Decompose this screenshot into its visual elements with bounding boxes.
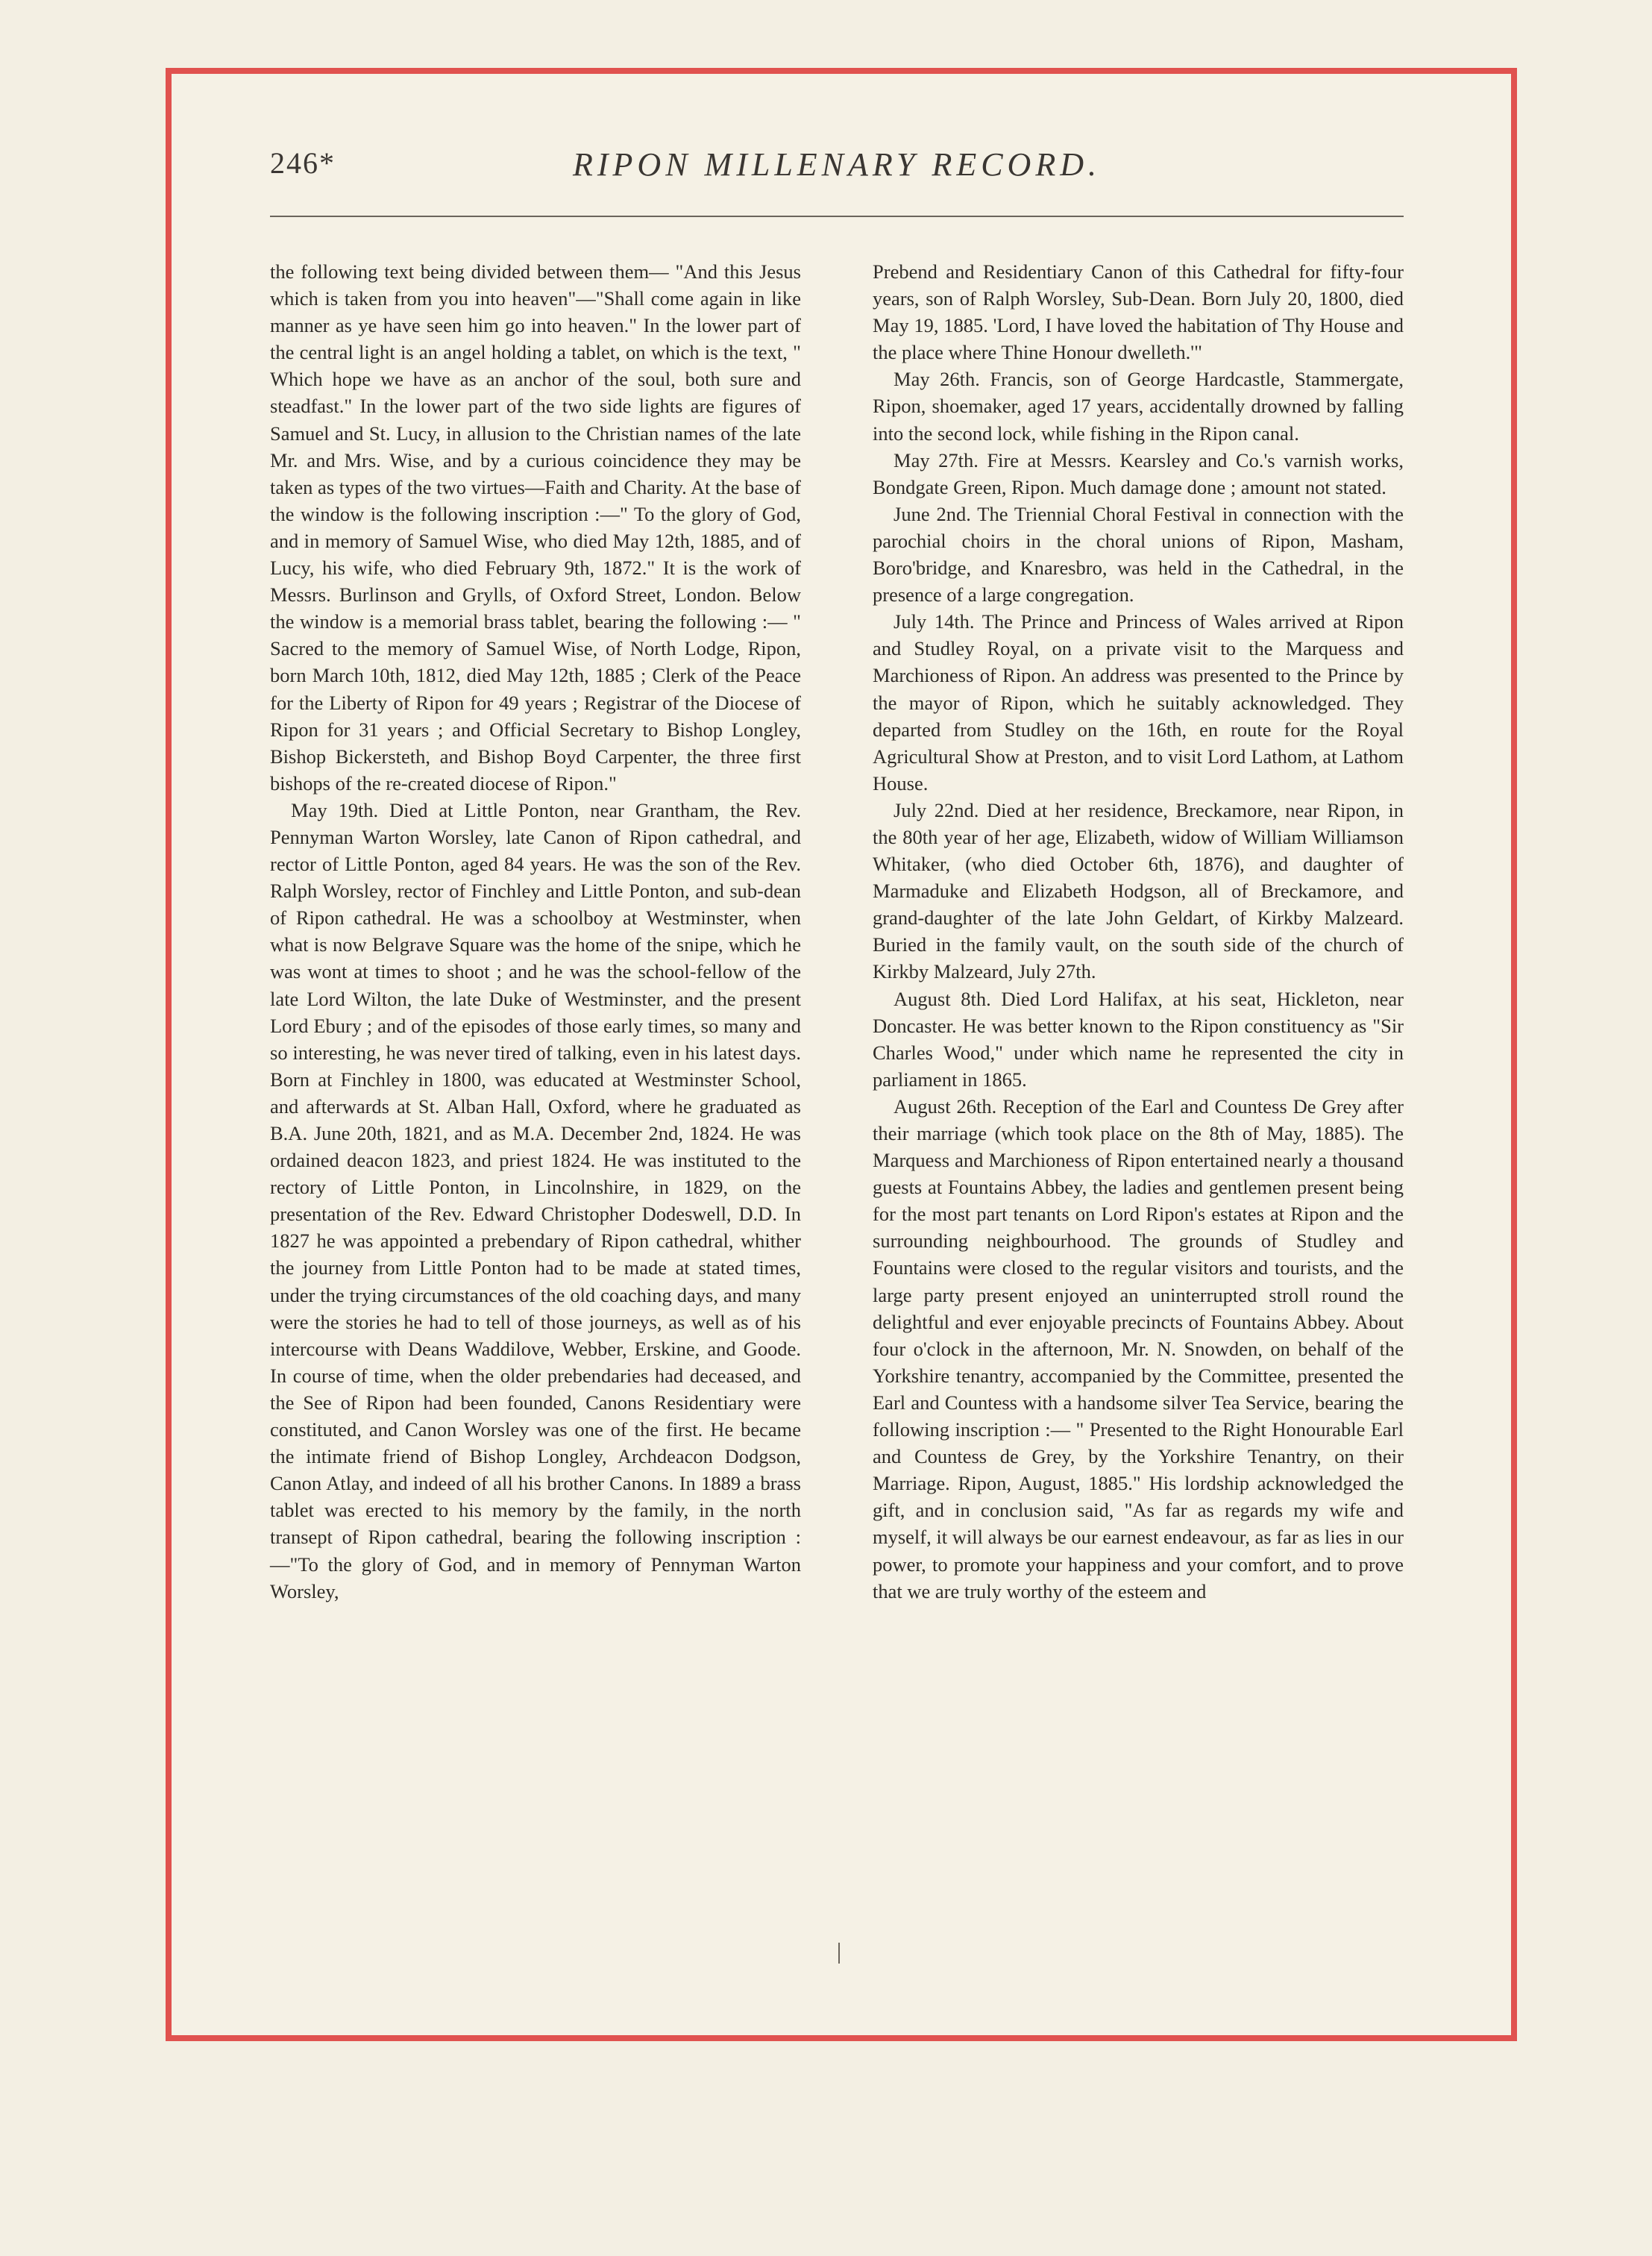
running-title: RIPON MILLENARY RECORD. bbox=[573, 146, 1101, 183]
header-rule bbox=[270, 216, 1404, 217]
paragraph: May 19th. Died at Little Ponton, near Grantham, the Rev. Pennyman Warton Worsley, late Canon of Ripon cathedral, and rector of Little Ponton, aged 84 years. He was the son of the Rev. Ralph Worsley, rector of Finchley and Little Ponton, and sub-dean of Ripon cathedral. He was a schoolboy at Westminster, when what is now Belgrave Square was the home of the snipe, which he was wont at times to shoot ; and he was the school-fellow of the late Lord Wilton, the late Duke of Westminster, and the present Lord Ebury ; and of the episodes of those early times, so many and so interesting, he was never tired of talking, even in his latest days. Born at Finchley in 1800, was educated at Westminster School, and afterwards at St. Alban Hall, Oxford, where he graduated as B.A. June 20th, 1821, and as M.A. December 2nd, 1824. He was ordained deacon 1823, and priest 1824. He was instituted to the rectory of Little Ponton, in Lincolnshire, in 1829, on the presentation of the Rev. Edward Christopher Dodeswell, D.D. In 1827 he was appointed a prebendary of Ripon cathedral, whither the journey from Little Ponton had to be made at stated times, under the trying circumstances of the old coaching days, and many were the stories he had to tell of those journeys, as well as of his intercourse with Deans Waddilove, Webber, Erskine, and Goode. In course of time, when the older prebendaries had deceased, and the See of Ripon had been founded, Canons Residentiary were constituted, and Canon Worsley was one of the first. He became the intimate friend of Bishop Longley, Archdeacon Dodgson, Canon Atlay, and indeed of all his brother Canons. In 1889 a brass tablet was erected to his memory by the family, in the north transept of Ripon cathedral, bearing the following inscription :—"To the glory of God, and in memory of Pennyman Warton Worsley, bbox=[270, 798, 801, 1602]
paragraph: May 26th. Francis, son of George Hardcastle, Stammergate, Ripon, shoemaker, aged 17 years, accidentally drowned by falling into the second lock, while fishing in the Ripon canal. bbox=[873, 368, 1404, 445]
right-column bbox=[873, 258, 1404, 1605]
left-column bbox=[270, 258, 801, 1605]
page-header bbox=[270, 145, 1404, 205]
paragraph: the following text being divided between them— "And this Jesus which is taken from you into heaven"—"Shall come again in like manner as ye have seen him go into heaven." In the lower part of the central light is an angel holding a tablet, on which is the text, " Which hope we have as an anchor of the soul, both sure and steadfast." In the lower part of the two side lights are figures of Samuel and St. Lucy, in allusion to the Christian names of the late Mr. and Mrs. Wise, and by a curious coincidence they may be taken as types of the two virtues—Faith and Charity. At the base of the window is the following inscription :—" To the glory of God, and in memory of Samuel Wise, who died May 12th, 1885, and of Lucy, his wife, who died February 9th, 1872." It is the work of Messrs. Burlinson and Grylls, of Oxford Street, London. Below the window is a memorial brass tablet, bearing the following :— " Sacred to the memory of Samuel Wise, of North Lodge, Ripon, born March 10th, 1812, died May 12th, 1885 ; Clerk of the Peace for the Liberty of Ripon for 49 years ; Registrar of the Diocese of Ripon for 31 years ; and Official Secretary to Bishop Longley, Bishop Bickersteth, and Bishop Boyd Carpenter, the three first bishops of the re-created diocese of Ripon." bbox=[270, 260, 801, 795]
paragraph: August 8th. Died Lord Halifax, at his seat, Hickleton, near Doncaster. He was better known to the Ripon constituency as "Sir Charles Wood," under which name he represented the city in parliament in 1865. bbox=[873, 987, 1404, 1091]
paragraph: May 27th. Fire at Messrs. Kearsley and Co.'s varnish works, Bondgate Green, Ripon. Much damage done ; amount not stated. bbox=[873, 448, 1404, 498]
page-frame bbox=[166, 68, 1517, 2041]
page-number: 246* bbox=[270, 146, 336, 180]
column-divider bbox=[838, 1943, 840, 1964]
paragraph: July 14th. The Prince and Princess of Wales arrived at Ripon and Studley Royal, on a private visit to the Marquess and Marchioness of Ripon. An address was presented to the Prince by the mayor of Ripon, which he suitably acknowledged. They departed from Studley on the 16th, en route for the Royal Agricultural Show at Preston, and to visit Lord Lathom, at Lathom House. bbox=[873, 610, 1404, 795]
paragraph: June 2nd. The Triennial Choral Festival in connection with the parochial choirs in the choral unions of Ripon, Masham, Boro'bridge, and Knaresbro, was held in the Cathedral, in the presence of a large congregation. bbox=[873, 502, 1404, 607]
paragraph: Prebend and Residentiary Canon of this Cathedral for fifty-four years, son of Ralph Worsley, Sub-Dean. Born July 20, 1800, died May 19, 1885. 'Lord, I have loved the habitation of Thy House and the place where Thine Honour dwelleth.'" bbox=[873, 260, 1404, 364]
paragraph: July 22nd. Died at her residence, Breckamore, near Ripon, in the 80th year of her age, Elizabeth, widow of William Williamson Whitaker, (who died October 6th, 1876), and daughter of Marmaduke and Elizabeth Hodgson, all of Breckamore, and grand-daughter of the late John Geldart, of Kirkby Malzeard. Buried in the family vault, on the south side of the church of Kirkby Malzeard, July 27th. bbox=[873, 798, 1404, 983]
paragraph: August 26th. Reception of the Earl and Countess De Grey after their marriage (which took place on the 8th of May, 1885). The Marquess and Marchioness of Ripon entertained nearly a thousand guests at Fountains Abbey, the ladies and gentlemen present being for the most part tenants on Lord Ripon's estates at Ripon and the surrounding neighbourhood. The grounds of Studley and Fountains were closed to the regular visitors and tourists, and the large party present enjoyed an uninterrupted stroll round the delightful and ever enjoyable precincts of Fountains Abbey. About four o'clock in the afternoon, Mr. N. Snowden, on behalf of the Yorkshire tenantry, accompanied by the Committee, presented the Earl and Countess with a handsome silver Tea Service, bearing the following inscription :— " Presented to the Right Honourable Earl and Countess de Grey, by the Yorkshire Tenantry, on their Marriage. Ripon, August, 1885." His lordship acknowledged the gift, and in conclusion said, "As far as regards my wife and myself, it will always be our earnest endeavour, as far as lies in our power, to promote your happiness and your comfort, and to prove that we are truly worthy of the esteem and bbox=[873, 1094, 1404, 1602]
